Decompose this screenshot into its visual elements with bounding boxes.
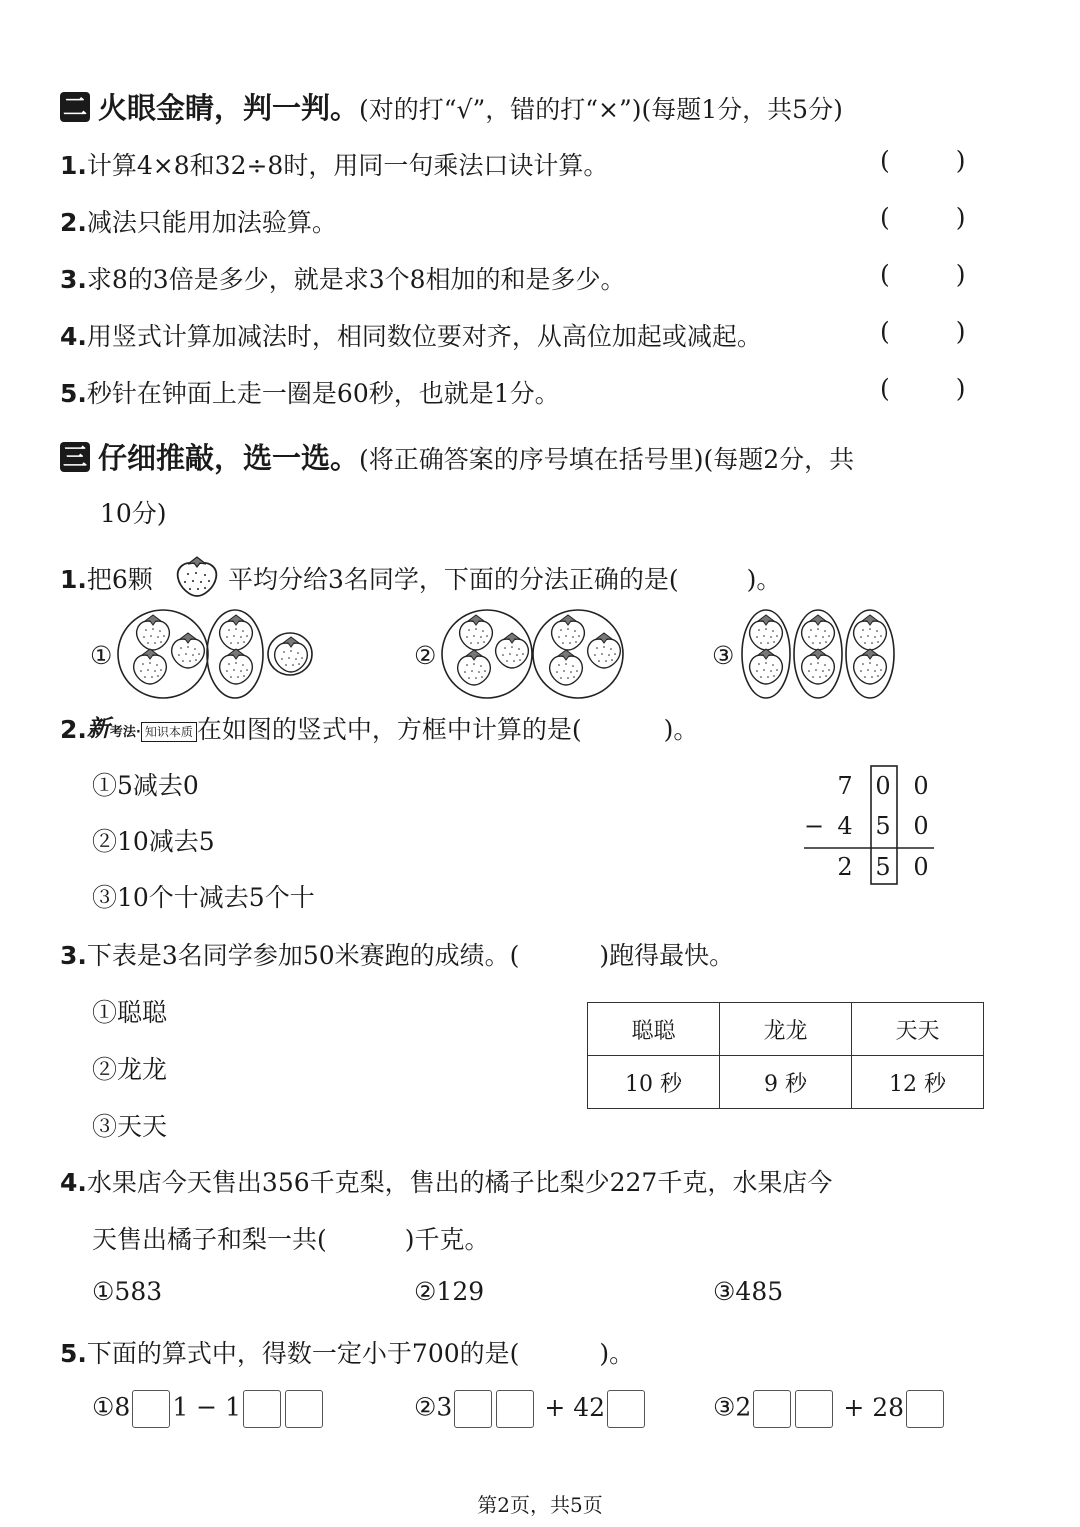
svg-text:0: 0 [913, 853, 929, 881]
strawberry-groups-figure [88, 604, 988, 700]
section-2-title: 火眼金睛，判一判。 [98, 91, 360, 125]
table-cell: 9 秒 [720, 1056, 852, 1109]
q2-option-2: ②10减去5 [92, 827, 215, 856]
digit-box [607, 1390, 645, 1428]
answer-blank-4[interactable]: ( ) [880, 317, 966, 346]
section-3-header [60, 436, 854, 477]
answer-blank-2[interactable]: ( ) [880, 203, 966, 232]
digit-box [906, 1390, 944, 1428]
svg-text:0: 0 [913, 812, 929, 840]
s2-question-4: 4.用竖式计算加减法时，相同数位要对齐，从高位加起或减起。 [60, 322, 762, 351]
section-3-desc-cont: 10分) [100, 499, 167, 528]
svg-text:−: − [803, 812, 825, 840]
s2-question-1: 1.计算4×8和32÷8时，用同一句乘法口诀计算。 [60, 151, 609, 180]
q1-option-3-label: ③ [712, 641, 735, 670]
table-cell: 聪聪 [588, 1003, 720, 1056]
table-cell: 龙龙 [720, 1003, 852, 1056]
section-3-title: 仔细推敲，选一选。 [98, 441, 360, 475]
section-2-desc: (对的打“√”，错的打“×”)(每题1分，共5分) [359, 95, 843, 124]
q4-option-2: ②129 [414, 1277, 485, 1306]
s3-question-4: 4.水果店今天售出356千克梨，售出的橘子比梨少227千克，水果店今 [60, 1168, 833, 1197]
section-3-desc: (将正确答案的序号填在括号里)(每题2分，共 [359, 445, 855, 474]
q2-option-1: ①5减去0 [92, 771, 199, 800]
svg-text:0: 0 [913, 772, 929, 800]
answer-blank-5[interactable]: ( ) [880, 374, 966, 403]
answer-blank-1[interactable]: ( ) [880, 146, 966, 175]
q5-option-2: ②3 + 42 [414, 1390, 647, 1428]
q4-option-1: ①583 [92, 1277, 163, 1306]
section-2-badge: 二 [60, 92, 90, 122]
s3-question-1: 1.把6颗 [60, 565, 153, 594]
table-cell: 天天 [852, 1003, 984, 1056]
digit-box [753, 1390, 791, 1428]
s3-question-5: 5.下面的算式中，得数一定小于700的是( )。 [60, 1339, 635, 1368]
s2-question-2: 2.减法只能用加法验算。 [60, 208, 337, 237]
svg-text:4: 4 [837, 812, 853, 840]
svg-text:7: 7 [837, 772, 853, 800]
svg-text:5: 5 [875, 812, 891, 840]
s3-question-2: 2.新考法· 知识本质 在如图的竖式中，方框中计算的是( )。 [60, 710, 698, 746]
race-score-table [587, 1002, 984, 1109]
table-cell: 12 秒 [852, 1056, 984, 1109]
digit-box [496, 1390, 534, 1428]
q5-option-3: ③2 + 28 [713, 1390, 946, 1428]
section-2-header [60, 86, 843, 127]
answer-blank-3[interactable]: ( ) [880, 260, 966, 289]
svg-text:2: 2 [837, 853, 853, 881]
q1-option-1-label: ① [90, 641, 113, 670]
digit-box [795, 1390, 833, 1428]
section-3-badge: 三 [60, 442, 90, 472]
page-footer: 第2页，共5页 [477, 1493, 603, 1517]
q1-option-2-label: ② [414, 641, 437, 670]
svg-text:0: 0 [875, 772, 891, 800]
table-cell: 10 秒 [588, 1056, 720, 1109]
vertical-subtraction [800, 764, 940, 888]
digit-box [285, 1390, 323, 1428]
q2-option-3: ③10个十减去5个十 [92, 883, 315, 912]
svg-text:5: 5 [875, 853, 891, 881]
q4-option-3: ③485 [713, 1277, 784, 1306]
q5-option-1: ①8 1 − 1 [92, 1390, 325, 1428]
s3-question-3: 3.下表是3名同学参加50米赛跑的成绩。( )跑得最快。 [60, 941, 735, 970]
digit-box [243, 1390, 281, 1428]
digit-box [454, 1390, 492, 1428]
q3-option-1: ①聪聪 [92, 998, 168, 1027]
q3-option-3: ③天天 [92, 1112, 168, 1141]
s2-question-5: 5.秒针在钟面上走一圈是60秒，也就是1分。 [60, 379, 560, 408]
strawberry-icon [174, 554, 220, 598]
digit-box [132, 1390, 170, 1428]
new-exam-tag: 新考法· 知识本质 [87, 710, 197, 743]
s2-question-3: 3.求8的3倍是多少，就是求3个8相加的和是多少。 [60, 265, 626, 294]
q3-option-2: ②龙龙 [92, 1055, 168, 1084]
